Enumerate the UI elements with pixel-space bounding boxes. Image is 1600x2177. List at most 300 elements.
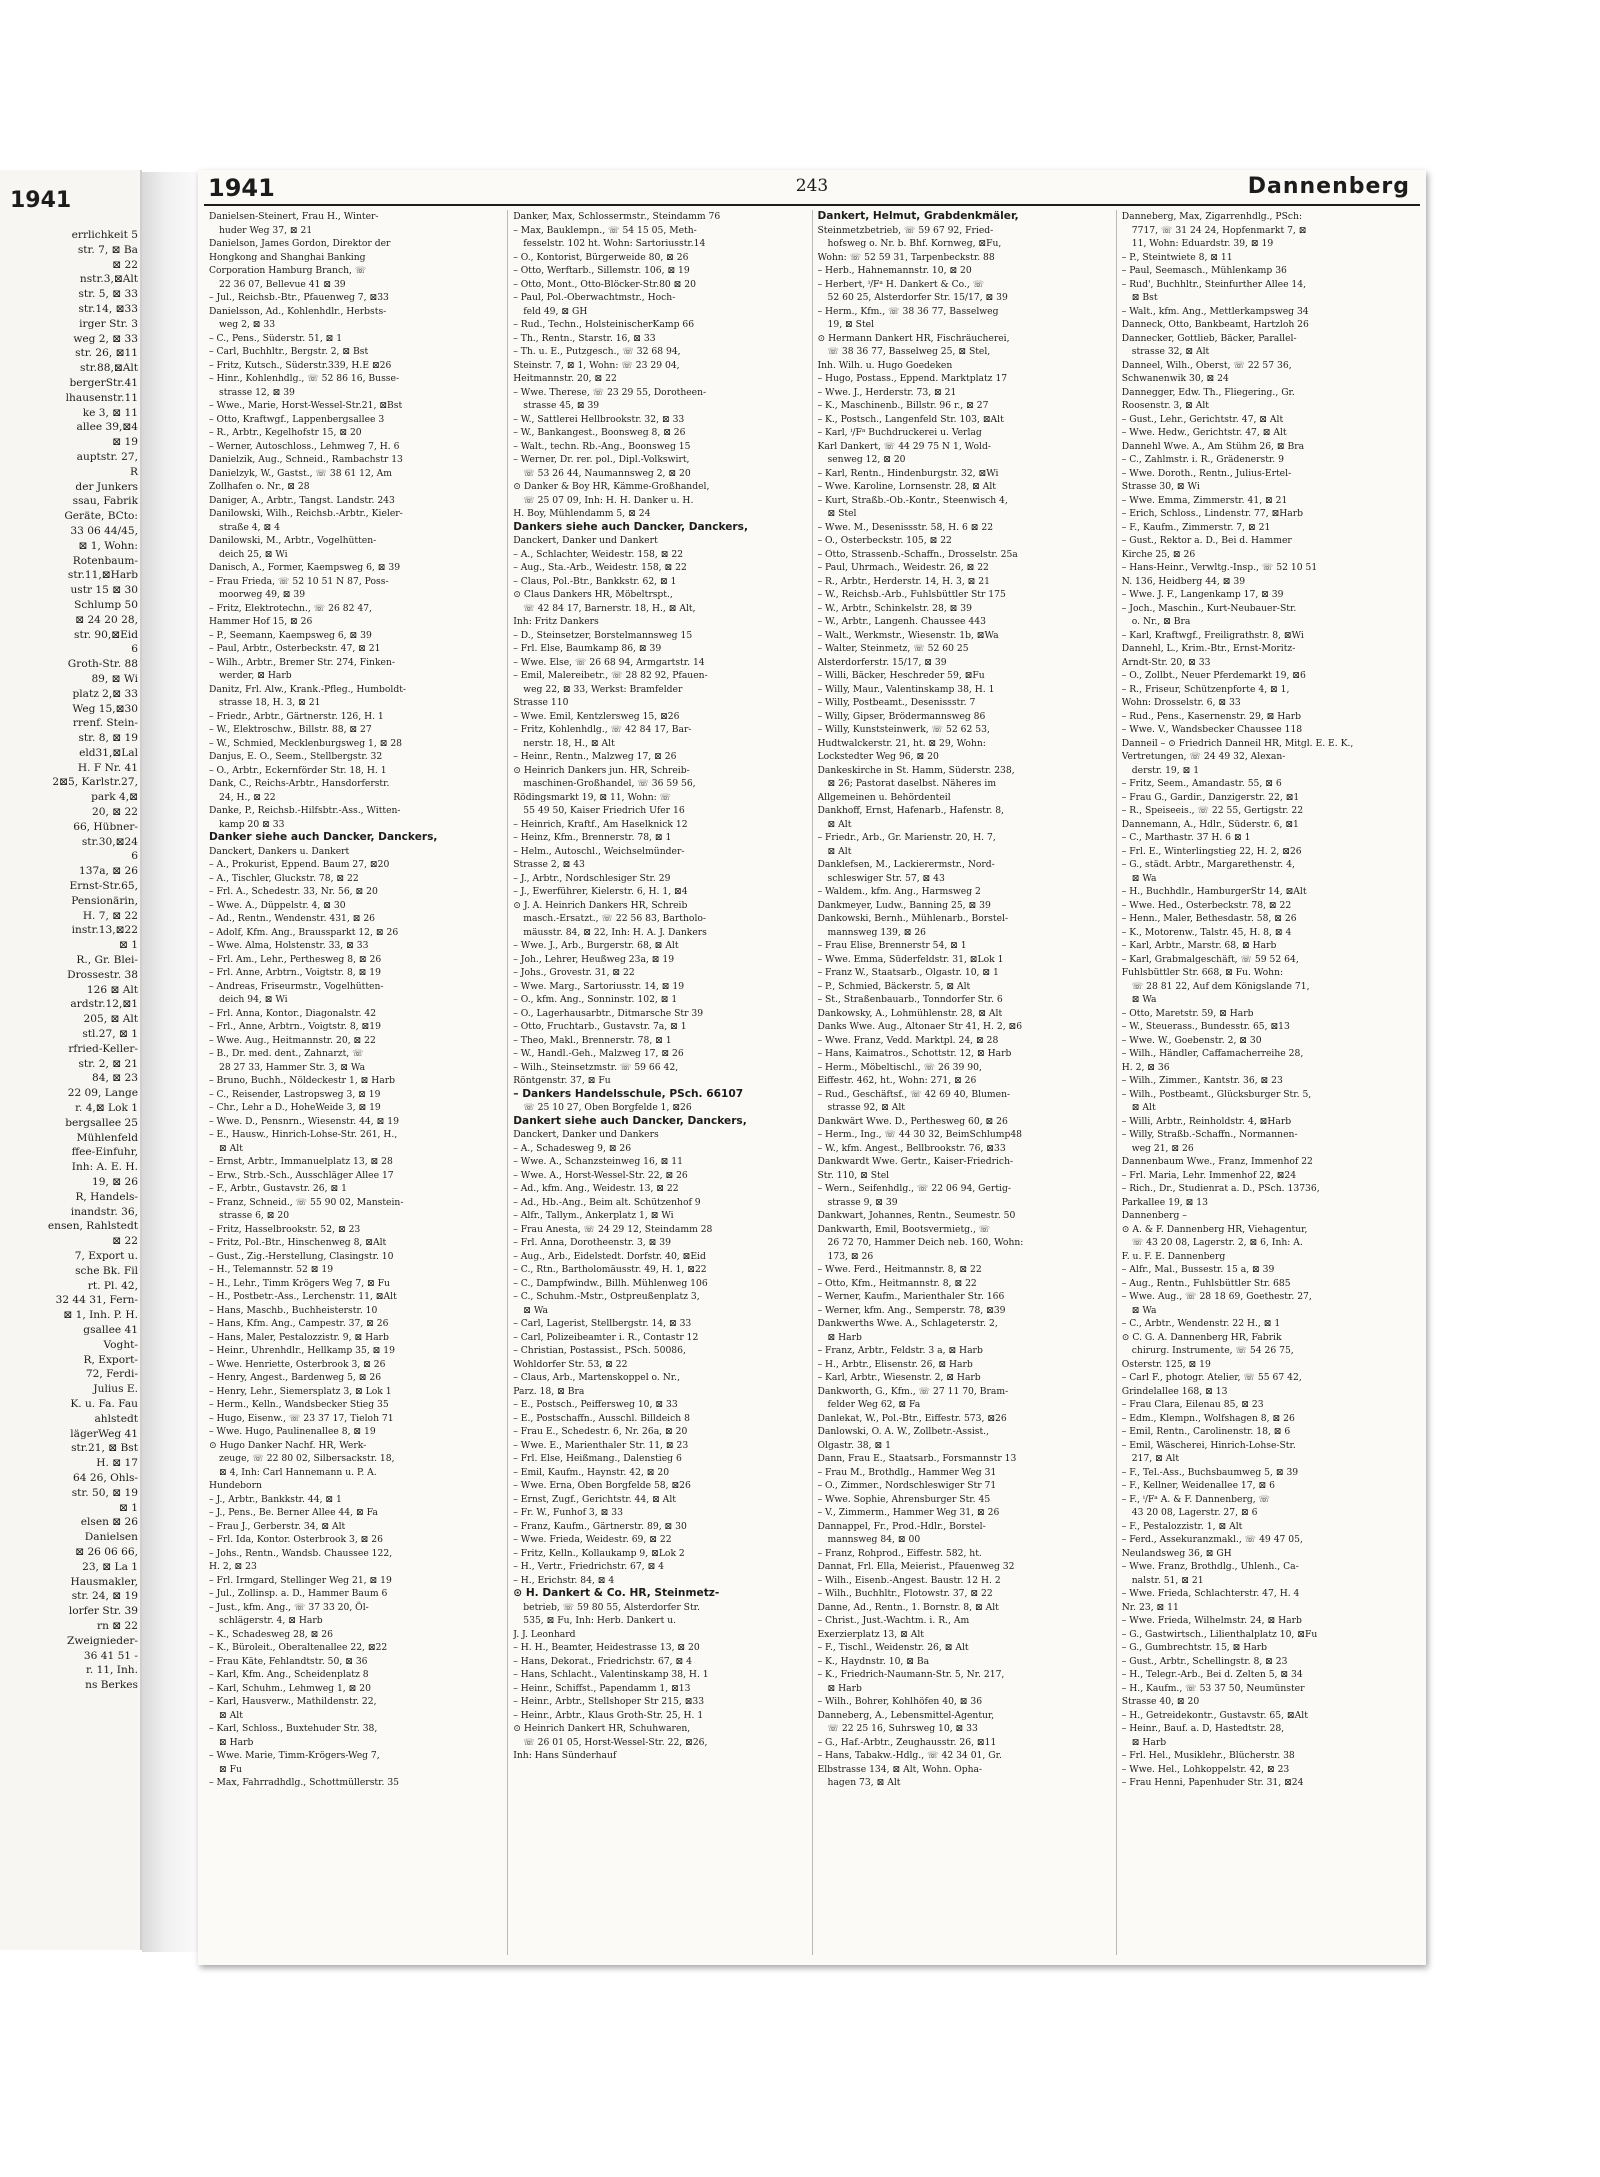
facing-page-line: ⊠ 1, Inh. P. H. xyxy=(63,1309,138,1322)
directory-entry: – Wwe. Franz, Vedd. Marktpl. 24, ⊠ 28 xyxy=(817,1034,999,1046)
directory-entry: ⊠ Alt xyxy=(219,1142,243,1154)
page-number: 243 xyxy=(795,176,829,196)
directory-entry: mannsweg 84, ⊠ 00 xyxy=(827,1534,921,1545)
directory-entry: – Heinr., Schiffst., Papendamm 1, ⊠13 xyxy=(513,1682,691,1694)
directory-entry: – Otto, Kfm., Heitmannstr. 8, ⊠ 22 xyxy=(817,1277,977,1289)
directory-entry: – Th., Rentn., Starstr. 16, ⊠ 33 xyxy=(513,332,656,344)
directory-entry: Danks Wwe. Aug., Altonaer Str 41, H. 2, ⊠6 xyxy=(817,1021,1023,1032)
directory-entry: Wohldorfer Str. 53, ⊠ 22 xyxy=(513,1358,628,1370)
facing-page-line: ⊠ 1, Wohn: xyxy=(78,539,138,552)
facing-page-line: Zweignieder- xyxy=(66,1634,138,1647)
directory-entry: – Wwe. Hed., Osterbeckstr. 78, ⊠ 22 xyxy=(1121,899,1292,911)
directory-entry: Dankeskirche in St. Hamm, Süderstr. 238, xyxy=(817,764,1015,776)
directory-entry: – Carl, Buchhltr., Bergstr. 2, ⊠ Bst xyxy=(209,346,369,357)
directory-entry: Dankhoff, Ernst, Hafenarb., Hafenstr. 8, xyxy=(817,805,1004,816)
directory-entry: chirurg. Instrumente, ☏ 54 26 75, xyxy=(1131,1345,1294,1356)
directory-entry: Strasse 110 xyxy=(513,697,569,708)
directory-entry: – Wwe. E., Marienthaler Str. 11, ⊠ 23 xyxy=(513,1439,689,1451)
directory-entry: – Willy, Kunststeinwerk, ☏ 52 62 53, xyxy=(817,724,990,735)
facing-page-line: 19, ⊠ 26 xyxy=(92,1176,138,1188)
directory-entry: moorweg 49, ⊠ 39 xyxy=(219,589,306,600)
directory-entry: Dann, Frau E., Staatsarb., Forsmannstr 13 xyxy=(817,1453,1017,1464)
facing-page-line: ke 3, ⊠ 11 xyxy=(82,406,138,419)
directory-entry: Danneberg, Max, Zigarrenhdlg., PSch: xyxy=(1121,211,1303,222)
directory-entry: – Hans, Maler, Pestalozzistr. 9, ⊠ Harb xyxy=(209,1331,389,1343)
directory-entry: – Karl, Arbtr., Wiesenstr. 2, ⊠ Harb xyxy=(817,1372,981,1383)
directory-entry: – Walt., kfm. Ang., Mettlerkampsweg 34 xyxy=(1121,305,1309,317)
directory-entry: – Fr. W., Funhof 3, ⊠ 33 xyxy=(513,1507,623,1518)
directory-entry: 24, H., ⊠ 22 xyxy=(219,791,276,803)
directory-entry: – W., Reichsb.-Arb., Fuhlsbüttler Str 175 xyxy=(817,589,1006,600)
directory-entry: – Emil, Rentn., Carolinenstr. 18, ⊠ 6 xyxy=(1121,1426,1291,1437)
directory-entry: – Paul, Arbtr., Osterbeckstr. 47, ⊠ 21 xyxy=(209,643,381,654)
directory-entry: Danielson, James Gordon, Direktor der xyxy=(209,238,391,249)
facing-page-line: instr.13,⊠22 xyxy=(71,924,138,937)
directory-entry: – H., Telemannstr. 52 ⊠ 19 xyxy=(209,1264,334,1275)
directory-entry: – Wwe. W., Goebenstr. 2, ⊠ 30 xyxy=(1121,1034,1262,1046)
directory-entry: Steinmetzbetrieb, ☏ 59 67 92, Fried- xyxy=(817,224,994,236)
directory-entry: – G., städt. Arbtr., Margarethenstr. 4, xyxy=(1121,859,1295,870)
facing-page-line: platz 2,⊠ 33 xyxy=(72,687,138,700)
facing-page-line: r. 11, Inh. xyxy=(85,1664,138,1677)
directory-entry: – Frau Frieda, ☏ 52 10 51 N 87, Poss- xyxy=(209,575,389,587)
facing-page-line: 20, ⊠ 22 xyxy=(92,806,138,819)
directory-entry: – Gust., Lehr., Gerichtstr. 47, ⊠ Alt xyxy=(1121,413,1284,425)
directory-entry: – G., Haf.-Arbtr., Zeughausstr. 26, ⊠11 xyxy=(817,1736,997,1748)
directory-entry: ⊙ Danker & Boy HR, Kämme-Großhandel, xyxy=(513,481,710,492)
facing-page-line: rrenf. Stein- xyxy=(72,717,138,730)
directory-entry: – Friedr., Arbtr., Gärtnerstr. 126, H. 1 xyxy=(209,710,384,722)
directory-entry: Steinstr. 7, ⊠ 1, Wohn: ☏ 23 29 04, xyxy=(513,359,680,371)
directory-entry: – Frau G., Gardir., Danzigerstr. 22, ⊠1 xyxy=(1121,791,1300,803)
facing-page-line: R xyxy=(130,465,138,478)
directory-entry: Hundeborn xyxy=(209,1480,262,1491)
directory-entry: – J., Arbtr., Bankkstr. 44, ⊠ 1 xyxy=(209,1493,342,1505)
directory-entry: maschinen-Großhandel, ☏ 36 59 56, xyxy=(523,778,696,789)
directory-entry: Danckert, Dankers u. Dankert xyxy=(209,845,350,857)
directory-entry: Danielsson, Ad., Kohlenhdlr., Herbsts- xyxy=(209,305,387,317)
directory-entry: – Frl. Am., Lehr., Perthesweg 8, ⊠ 26 xyxy=(209,953,382,965)
directory-entry: – F., ⁱ/Fᵃ A. & F. Dannenberg, ☏ xyxy=(1121,1493,1271,1505)
facing-page-line: H. 7, ⊠ 22 xyxy=(82,909,138,922)
directory-entry: Parz. 18, ⊠ Bra xyxy=(513,1385,585,1397)
header-year: 1941 xyxy=(208,174,275,202)
directory-entry: ⊠ Wa xyxy=(1131,1304,1157,1316)
facing-page-line: 84, ⊠ 23 xyxy=(92,1072,138,1085)
directory-entry: – Frl. A., Schedestr. 33, Nr. 56, ⊠ 20 xyxy=(209,886,378,897)
facing-page-line: 66, Hübner- xyxy=(73,820,138,833)
directory-entry: Wohn: ☏ 52 59 31, Tarpenbeckstr. 88 xyxy=(817,251,995,263)
directory-entry: Dankwarth, Emil, Bootsvermietg., ☏ xyxy=(817,1223,991,1235)
directory-entry: – Werner, Kaufm., Marienthaler Str. 166 xyxy=(817,1291,1005,1302)
directory-entry: – Herm., Möbeltischl., ☏ 26 39 90, xyxy=(817,1061,982,1073)
directory-entry: – Joch., Maschin., Kurt-Neubauer-Str. xyxy=(1121,602,1297,614)
directory-entry: – Otto, Kraftwgf., Lappenbergsallee 3 xyxy=(209,413,385,425)
directory-entry: – Franz, Arbtr., Feldstr. 3 a, ⊠ Harb xyxy=(817,1345,983,1356)
directory-entry: weg 21, ⊠ 26 xyxy=(1131,1142,1194,1154)
directory-entry: – Wwe. Sophie, Ahrensburger Str. 45 xyxy=(817,1493,991,1505)
facing-page-line: ⊠ 22 xyxy=(112,258,138,271)
directory-entry: – Ernst, Zugf., Gerichtstr. 44, ⊠ Alt xyxy=(513,1493,676,1505)
directory-entry: Dankwart, Johannes, Rentn., Seumestr. 50 xyxy=(817,1210,1016,1221)
directory-entry: – Ad., Hb.-Ang., Beim alt. Schützenhof 9 xyxy=(513,1196,701,1208)
directory-entry: – Gust., Arbtr., Schellingstr. 8, ⊠ 23 xyxy=(1121,1655,1288,1667)
directory-entry: – Werner, Dr. rer. pol., Dipl.-Volkswirt, xyxy=(513,454,690,465)
directory-entry: – F., Pestalozzistr. 1, ⊠ Alt xyxy=(1121,1520,1243,1532)
directory-entry: – W., Handl.-Geh., Malzweg 17, ⊠ 26 xyxy=(513,1048,684,1059)
facing-page-line: rfried-Keller- xyxy=(68,1042,138,1055)
directory-entry: ⊙ Claus Dankers HR, Möbeltrspt., xyxy=(513,589,673,600)
directory-entry: – Wwe. D., Pensnrn., Wiesenstr. 44, ⊠ 19 xyxy=(209,1115,399,1127)
directory-entry: kamp 20 ⊠ 33 xyxy=(219,818,285,830)
facing-page-line: sche Bk. Fil xyxy=(75,1264,138,1277)
directory-entry: schleswiger Str. 57, ⊠ 43 xyxy=(827,872,945,884)
directory-entry: – A., Schadesweg 9, ⊠ 26 xyxy=(513,1142,632,1154)
directory-entry: straße 4, ⊠ 4 xyxy=(219,521,280,533)
directory-entry: Dankers siehe auch Dancker, Danckers, xyxy=(513,520,748,533)
directory-entry: Nr. 23, ⊠ 11 xyxy=(1121,1601,1179,1613)
directory-entry: – Frl. Irmgard, Stellinger Weg 21, ⊠ 19 xyxy=(209,1574,392,1586)
directory-entry: Lockstedter Weg 96, ⊠ 20 xyxy=(817,751,939,762)
directory-entry: – A., Tischler, Gluckstr. 78, ⊠ 22 xyxy=(209,872,359,884)
facing-page-line: weg 2, ⊠ 33 xyxy=(73,332,138,345)
directory-entry: – Adolf, Kfm. Ang., Braussparkt 12, ⊠ 26 xyxy=(209,926,399,938)
directory-entry: – Wwe. Franz, Brothdlg., Uhlenh., Ca- xyxy=(1121,1561,1299,1572)
directory-entry: Dannegger, Edw. Th., Fliegering., Gr. xyxy=(1121,386,1295,398)
directory-entry: – Waldem., kfm. Ang., Harmsweg 2 xyxy=(817,886,981,897)
directory-entry: – Herm., Kfm., ☏ 38 36 77, Basselweg xyxy=(817,305,999,317)
directory-entry: Danielzyk, W., Gastst., ☏ 38 61 12, Am xyxy=(209,467,393,479)
facing-page-line: K. u. Fa. Fau xyxy=(70,1397,138,1410)
directory-entry: ⊙ Hugo Danker Nachf. HR, Werk- xyxy=(209,1439,367,1451)
directory-entry: nerstr. 18, H., ⊠ Alt xyxy=(523,737,615,749)
directory-entry: – Franz, Schneid., ☏ 55 90 02, Manstein- xyxy=(209,1196,404,1208)
directory-column-3 xyxy=(813,210,1117,1955)
facing-page-line: Danielsen xyxy=(84,1531,138,1544)
directory-entry: Strasse 30, ⊠ Wi xyxy=(1121,481,1200,492)
directory-entry: ⊠ Stel xyxy=(827,508,857,519)
directory-entry: – Wern., Seifenhdlg., ☏ 22 06 94, Gertig- xyxy=(817,1183,1011,1194)
facing-page-line: 22 09, Lange xyxy=(67,1087,138,1100)
facing-page-line: 89, ⊠ Wi xyxy=(91,672,138,685)
directory-entry: Danker siehe auch Dancker, Danckers, xyxy=(209,831,438,843)
directory-entry: – Frl. Hel., Musiklehr., Blücherstr. 38 xyxy=(1121,1750,1295,1761)
directory-entry: – Wwe. Hel., Lohkoppelstr. 42, ⊠ 23 xyxy=(1121,1763,1290,1775)
facing-page-line: H. ⊠ 17 xyxy=(96,1457,138,1470)
directory-entry: – Otto, Maretstr. 59, ⊠ Harb xyxy=(1121,1007,1254,1019)
directory-entry: – H., Buchhdlr., HamburgerStr 14, ⊠Alt xyxy=(1121,886,1307,897)
directory-entry: – C., Reisender, Lastropsweg 3, ⊠ 19 xyxy=(209,1088,381,1100)
directory-entry: weg 22, ⊠ 33, Werkst: Bramfelder xyxy=(523,683,683,695)
facing-page-line: ⊠ 22 xyxy=(112,1235,138,1248)
directory-entry: – Wilh., Arbtr., Bremer Str. 274, Finken- xyxy=(209,656,395,668)
directory-entry: – Dankers Handelsschule, PSch. 66107 xyxy=(513,1087,744,1100)
directory-entry: ⊠ 4, Inh: Carl Hannemann u. P. A. xyxy=(219,1466,377,1478)
directory-entry: Hammer Hof 15, ⊠ 26 xyxy=(209,616,313,627)
directory-entry: ⊙ J. A. Heinrich Dankers HR, Schreib xyxy=(513,899,688,911)
directory-entry: – E., Hausw., Hinrich-Lohse-Str. 261, H., xyxy=(209,1129,398,1140)
facing-page-lines xyxy=(0,228,140,1693)
directory-entry: – O., Zollbt., Neuer Pferdemarkt 19, ⊠6 xyxy=(1121,670,1306,681)
directory-entry: – Paul, Pol.-Oberwachtmstr., Hoch- xyxy=(513,292,676,303)
directory-entry: – Herm., Kelln., Wandsbecker Stieg 35 xyxy=(209,1399,389,1410)
directory-entry: ⊠ Harb xyxy=(1131,1736,1167,1748)
directory-entry: 535, ⊠ Fu, Inh: Herb. Dankert u. xyxy=(523,1615,677,1626)
directory-column-1 xyxy=(204,210,508,1955)
directory-entry: – St., Straßenbauarb., Tonndorfer Str. 6 xyxy=(817,994,1003,1005)
directory-column-2 xyxy=(508,210,812,1955)
directory-entry: – Frl. Anna, Kontor., Diagonalstr. 42 xyxy=(209,1007,377,1019)
directory-entry: – Johs., Grovestr. 31, ⊠ 22 xyxy=(513,967,635,978)
facing-page-line: Drossestr. 38 xyxy=(67,968,138,981)
facing-page-line: lhausenstr.11 xyxy=(65,391,138,404)
directory-entry: strasse 9, ⊠ 39 xyxy=(827,1196,898,1208)
directory-entry: ☏ 43 20 08, Lagerstr. 2, ⊠ 6, Inh: A. xyxy=(1131,1237,1303,1248)
directory-entry: – Ad., Rentn., Wendenstr. 431, ⊠ 26 xyxy=(209,913,376,924)
directory-entry: Danilowski, M., Arbtr., Vogelhütten- xyxy=(209,535,377,546)
directory-entry: – Rich., Dr., Studienrat a. D., PSch. 13736, xyxy=(1121,1183,1320,1194)
directory-entry: ☏ 25 10 27, Oben Borgfelde 1, ⊠26 xyxy=(523,1102,692,1113)
directory-entry: Heitmannstr. 20, ⊠ 22 xyxy=(513,373,617,384)
facing-page-line: ardstr.12,⊠1 xyxy=(70,998,138,1011)
facing-page-fragment xyxy=(0,170,142,1950)
directory-entry: huder Weg 37, ⊠ 21 xyxy=(219,224,313,236)
facing-page-line: 205, ⊠ Alt xyxy=(83,1013,138,1026)
directory-page xyxy=(198,170,1426,1965)
directory-entry: – J., Pens., Be. Berner Allee 44, ⊠ Fa xyxy=(209,1507,378,1518)
directory-entry: Allgemeinen u. Behördenteil xyxy=(817,791,951,803)
directory-entry: – Willi, Arbtr., Reinholdstr. 4, ⊠Harb xyxy=(1121,1115,1292,1127)
facing-page-line: rn ⊠ 22 xyxy=(97,1619,138,1632)
directory-entry: 173, ⊠ 26 xyxy=(827,1250,874,1262)
directory-entry: Karl Dankert, ☏ 44 29 75 N 1, Wold- xyxy=(817,440,991,452)
directory-entry: ⊠ Alt xyxy=(827,818,852,830)
directory-entry: – Erich, Schloss., Lindenstr. 77, ⊠Harb xyxy=(1121,508,1304,519)
directory-entry: 7717, ☏ 31 24 24, Hopfenmarkt 7, ⊠ xyxy=(1131,224,1307,236)
directory-entry: – Wwe. V., Wandsbecker Chaussee 118 xyxy=(1121,724,1303,735)
facing-page-line: ustr 15 ⊠ 30 xyxy=(70,584,138,597)
directory-entry: Danneberg, A., Lebensmittel-Agentur, xyxy=(817,1709,995,1721)
directory-entry: – Otto, Strassenb.-Schaffn., Drosselstr. 25a xyxy=(817,548,1018,560)
facing-page-line: ns Berkes xyxy=(85,1679,138,1692)
directory-entry: – Bruno, Buchh., Nöldeckestr 1, ⊠ Harb xyxy=(209,1075,396,1086)
directory-entry: ⊠ Harb xyxy=(827,1331,862,1343)
facing-page-line: str.11,⊠Harb xyxy=(67,569,138,582)
directory-entry: Kirche 25, ⊠ 26 xyxy=(1121,548,1196,560)
directory-entry: Danneck, Otto, Bankbeamt, Hartzloh 26 xyxy=(1121,319,1309,330)
directory-entry: – Wilh., Eisenb.-Angest. Baustr. 12 H. 2 xyxy=(817,1574,1001,1586)
facing-page-line: R, Handels- xyxy=(75,1190,138,1203)
directory-entry: – Karl, Grabmalgeschäft, ☏ 59 52 64, xyxy=(1121,953,1299,965)
facing-page-line: 36 41 51 - xyxy=(83,1649,138,1662)
directory-entry: – H. H., Beamter, Heidestrasse 13, ⊠ 20 xyxy=(513,1642,700,1653)
directory-entry: H. 2, ⊠ 36 xyxy=(1121,1061,1170,1073)
directory-entry: – Rud., Pens., Kasernenstr. 29, ⊠ Harb xyxy=(1121,710,1302,722)
directory-entry: – Rud., Geschäftsf., ☏ 42 69 40, Blumen- xyxy=(817,1088,1011,1100)
directory-entry: masch.-Ersatzt., ☏ 22 56 83, Bartholo- xyxy=(523,913,707,924)
directory-entry: hagen 73, ⊠ Alt xyxy=(827,1777,901,1788)
directory-entry: – Wwe. J. F., Langenkamp 17, ⊠ 39 xyxy=(1121,589,1284,600)
directory-entry: – Wilh., Bohrer, Kohlhöfen 40, ⊠ 36 xyxy=(817,1696,983,1707)
directory-entry: H. 2, ⊠ 23 xyxy=(209,1561,257,1572)
directory-entry: – Jul., Zollinsp. a. D., Hammer Baum 6 xyxy=(209,1588,388,1599)
directory-entry: – W., Arbtr., Schinkelstr. 28, ⊠ 39 xyxy=(817,602,972,614)
directory-entry: Corporation Hamburg Branch, ☏ xyxy=(209,265,367,276)
directory-entry: – Heinrich, Kraftf., Am Haselknick 12 xyxy=(513,818,688,830)
directory-entry: – Wwe. Hugo, Paulinenallee 8, ⊠ 19 xyxy=(209,1426,376,1437)
directory-entry: – Claus, Arb., Martenskoppel o. Nr., xyxy=(513,1372,681,1383)
directory-entry: – Wwe. Marie, Timm-Krögers-Weg 7, xyxy=(209,1750,380,1761)
directory-entry: Arndt-Str. 20, ⊠ 33 xyxy=(1121,656,1211,668)
directory-entry: – Henn., Maler, Bethesdastr. 58, ⊠ 26 xyxy=(1121,913,1297,924)
directory-entry: – Wwe. A., Horst-Wessel-Str. 22, ⊠ 26 xyxy=(513,1169,688,1181)
directory-entry: – R., Arbtr., Herderstr. 14, H. 3, ⊠ 21 xyxy=(817,575,990,587)
facing-page-line: Geräte, BCto: xyxy=(64,510,138,523)
directory-entry: – Wwe. Erna, Oben Borgfelde 58, ⊠26 xyxy=(513,1480,691,1491)
facing-page-line: irger Str. 3 xyxy=(79,317,138,330)
facing-page-line: Mühlenfeld xyxy=(76,1131,138,1144)
directory-entry: – W., Sattlerei Hellbrookstr. 32, ⊠ 33 xyxy=(513,413,685,425)
directory-columns xyxy=(204,210,1420,1955)
directory-entry: – Wilh., Steinsetzmstr. ☏ 59 66 42, xyxy=(513,1061,679,1073)
directory-entry: – Frl. Anne, Arbtrn., Voigtstr. 8, ⊠ 19 xyxy=(209,967,381,978)
directory-entry: – Hans, Schlacht., Valentinskamp 38, H. 1 xyxy=(513,1669,709,1680)
directory-entry: Hudtwalckerstr. 21, ht. ⊠ 29, Wohn: xyxy=(817,737,986,749)
directory-entry: – C., Schuhm.-Mstr., Ostpreußenplatz 3, xyxy=(513,1291,700,1302)
facing-page-line: 126 ⊠ Alt xyxy=(86,983,138,996)
directory-entry: – C., Rtn., Bartholomäusstr. 49, H. 1, ⊠22 xyxy=(513,1264,707,1275)
directory-entry: Rödingsmarkt 19, ⊠ 11, Wohn: ☏ xyxy=(513,791,672,803)
directory-entry: – Hans, Dekorat., Friedrichstr. 67, ⊠ 4 xyxy=(513,1655,692,1667)
directory-entry: Osterstr. 125, ⊠ 19 xyxy=(1121,1358,1211,1370)
directory-entry: – V., Zimmerm., Hammer Weg 31, ⊠ 26 xyxy=(817,1507,1000,1518)
facing-page-line: 64 26, Ohls- xyxy=(73,1471,138,1484)
directory-entry: – Frl. E., Winterlingstieg 22, H. 2, ⊠26 xyxy=(1121,845,1302,857)
directory-entry: ☏ 38 36 77, Basselweg 25, ⊠ Stel, xyxy=(827,346,991,357)
directory-entry: – Ferd., Assekuranzmakl., ☏ 49 47 05, xyxy=(1121,1534,1303,1545)
facing-page-line: errlichkeit 5 xyxy=(71,229,138,241)
directory-entry: Vertretungen, ☏ 24 49 32, Alexan- xyxy=(1121,751,1286,762)
directory-entry: – Hans, Tabakw.-Hdlg., ☏ 42 34 01, Gr. xyxy=(817,1750,1002,1761)
directory-entry: – K., Haydnstr. 10, ⊠ Ba xyxy=(817,1655,930,1667)
directory-entry: – Hans, Maschb., Buchheisterstr. 10 xyxy=(209,1304,378,1316)
directory-entry: betrieb, ☏ 59 80 55, Alsterdorfer Str. xyxy=(523,1601,700,1613)
directory-entry: – Werner, Autoschloss., Lehmweg 7, H. 6 xyxy=(209,440,400,452)
facing-page-line: allee 39,⊠4 xyxy=(76,421,138,434)
directory-entry: Dannat, Frl. Ella, Meierist., Pfauenweg 32 xyxy=(817,1561,1015,1572)
directory-entry: – W., Elektroschw., Billstr. 88, ⊠ 27 xyxy=(209,724,372,735)
page-header xyxy=(204,174,1420,206)
directory-entry: – O., Zimmer., Nordschleswiger Str 71 xyxy=(817,1480,997,1491)
directory-entry: ⊠ Fu xyxy=(219,1763,242,1775)
directory-entry: – O., Kontorist, Bürgerweide 80, ⊠ 26 xyxy=(513,251,689,263)
directory-entry: nalstr. 51, ⊠ 21 xyxy=(1131,1574,1204,1586)
directory-entry: – Herbert, ⁱ/Fᵃ H. Dankert & Co., ☏ xyxy=(817,278,985,290)
directory-entry: – J., Ewerführer, Kielerstr. 6, H. 1, ⊠4 xyxy=(513,886,688,897)
directory-entry: deich 94, ⊠ Wi xyxy=(219,994,288,1005)
directory-entry: – E., Postschaffn., Ausschl. Billdeich 8 xyxy=(513,1412,690,1424)
facing-page-line: H. F Nr. 41 xyxy=(77,761,138,774)
directory-entry: ⊠ Wa xyxy=(523,1304,548,1316)
directory-entry: Danlowski, O. A. W., Zollbetr.-Assist., xyxy=(817,1426,990,1437)
directory-entry: – Max, Bauklempn., ☏ 54 15 05, Meth- xyxy=(513,224,697,236)
directory-entry: – Wwe. Marg., Sartoriusstr. 14, ⊠ 19 xyxy=(513,980,685,992)
directory-entry: – Max, Fahrradhdlg., Schottmüllerstr. 35 xyxy=(209,1777,400,1788)
directory-entry: Dannenberg – xyxy=(1121,1210,1187,1221)
directory-entry: Dankowsky, A., Lohmühlenstr. 28, ⊠ Alt xyxy=(817,1007,1003,1019)
directory-entry: Röntgenstr. 37, ⊠ Fu xyxy=(513,1075,611,1086)
directory-entry: deich 25, ⊠ Wi xyxy=(219,548,288,560)
directory-entry: – R., Arbtr., Kegelhofstr 15, ⊠ 20 xyxy=(209,427,362,438)
directory-entry: – Frl. Else, Baumkamp 86, ⊠ 39 xyxy=(513,643,662,654)
directory-entry: – Fritz, Kohlenhdlg., ☏ 42 84 17, Bar- xyxy=(513,724,692,735)
directory-entry: Parkallee 19, ⊠ 13 xyxy=(1121,1196,1208,1208)
directory-entry: ⊠ Wa xyxy=(1131,872,1157,884)
directory-entry: – Heinr., Arbtr., Stellshoper Str 215, ⊠33 xyxy=(513,1696,705,1707)
directory-entry: – W., kfm. Angest., Bellbrookstr. 76, ⊠33 xyxy=(817,1142,1006,1154)
facing-page-line: Hausmakler, xyxy=(70,1575,138,1588)
directory-entry: – Werner, kfm. Ang., Semperstr. 78, ⊠39 xyxy=(817,1304,1006,1316)
directory-entry: Elbstrasse 134, ⊠ Alt, Wohn. Opha- xyxy=(817,1763,983,1775)
directory-entry: – Wwe. Frieda, Weidestr. 69, ⊠ 22 xyxy=(513,1534,672,1545)
directory-entry: – P., Seemann, Kaempsweg 6, ⊠ 39 xyxy=(209,629,372,641)
directory-entry: o. Nr., ⊠ Bra xyxy=(1131,616,1191,627)
facing-page-line: bergerStr.41 xyxy=(69,376,138,389)
directory-entry: Danneel, Wilh., Oberst, ☏ 22 57 36, xyxy=(1121,359,1292,371)
directory-entry: – P., Schmied, Bäckerstr. 5, ⊠ Alt xyxy=(817,980,971,992)
directory-entry: Danckert, Danker und Dankert xyxy=(513,535,658,546)
directory-entry: – Wwe. Alma, Holstenstr. 33, ⊠ 33 xyxy=(209,940,369,951)
directory-entry: – Otto, Werftarb., Sillemstr. 106, ⊠ 19 xyxy=(513,265,690,276)
directory-entry: ⊙ Heinrich Dankert HR, Schuhwaren, xyxy=(513,1723,691,1734)
directory-entry: Dankwerths Wwe. A., Schlageterstr. 2, xyxy=(817,1318,998,1329)
facing-page-line: 6 xyxy=(131,643,138,656)
directory-entry: – Gust., Rektor a. D., Bei d. Hammer xyxy=(1121,535,1292,546)
directory-entry: – Wwe. Doroth., Rentn., Julius-Ertel- xyxy=(1121,467,1292,479)
directory-entry: ☏ 25 07 09, Inh: H. H. Danker u. H. xyxy=(523,494,694,506)
directory-entry: Dankert siehe auch Dancker, Danckers, xyxy=(513,1114,747,1127)
directory-entry: Zollhafen o. Nr., ⊠ 28 xyxy=(209,481,310,492)
facing-page-line: str.30,⊠24 xyxy=(81,835,138,848)
directory-entry: Strasse 40, ⊠ 20 xyxy=(1121,1696,1200,1707)
directory-entry: werder, ⊠ Harb xyxy=(219,670,292,681)
directory-entry: – Alfr., Tallym., Ankerplatz 1, ⊠ Wi xyxy=(513,1210,674,1221)
directory-entry: – H., Arbtr., Elisenstr. 26, ⊠ Harb xyxy=(817,1358,973,1370)
directory-entry: – Willy, Maur., Valentinskamp 38, H. 1 xyxy=(817,683,995,695)
directory-entry: – O., Osterbeckstr. 105, ⊠ 22 xyxy=(817,535,952,546)
directory-entry: – W., Arbtr., Langenh. Chaussee 443 xyxy=(817,616,986,627)
directory-entry: 52 60 25, Alsterdorfer Str. 15/17, ⊠ 39 xyxy=(827,292,1008,303)
directory-entry: Dankowski, Bernh., Mühlenarb., Borstel- xyxy=(817,913,1009,924)
directory-entry: Danielsen-Steinert, Frau H., Winter- xyxy=(209,211,379,222)
directory-entry: – F., Arbtr., Gustavstr. 26, ⊠ 1 xyxy=(209,1183,347,1194)
facing-page-line: 32 44 31, Fern- xyxy=(55,1294,138,1307)
directory-entry: Eiffestr. 462, ht., Wohn: 271, ⊠ 26 xyxy=(817,1075,977,1086)
directory-entry: ⊙ Heinrich Dankers jun. HR, Schreib- xyxy=(513,764,690,776)
facing-page-line: Rotenbaum- xyxy=(72,554,138,567)
directory-entry: – Wwe. M., Desenissstr. 58, H. 6 ⊠ 22 xyxy=(817,521,994,533)
directory-entry: – Joh., Lehrer, Heußweg 23a, ⊠ 19 xyxy=(513,953,675,965)
directory-entry: ☏ 22 25 16, Suhrsweg 10, ⊠ 33 xyxy=(827,1723,978,1734)
directory-entry: Olgastr. 38, ⊠ 1 xyxy=(817,1439,891,1451)
directory-entry: Danne, Ad., Rentn., 1. Bornstr. 8, ⊠ Alt xyxy=(817,1601,999,1613)
directory-entry: Dannehl, L., Krim.-Btr., Ernst-Moritz- xyxy=(1121,643,1296,654)
directory-entry: Grindelallee 168, ⊠ 13 xyxy=(1121,1385,1228,1397)
directory-entry: – Helm., Autoschl., Weichselmünder- xyxy=(513,845,685,857)
directory-entry: N. 136, Heidberg 44, ⊠ 39 xyxy=(1121,575,1246,587)
directory-entry: – Fritz, Hasselbrookstr. 52, ⊠ 23 xyxy=(209,1223,361,1235)
directory-entry: ☏ 28 81 22, Auf dem Königslande 71, xyxy=(1131,980,1310,992)
